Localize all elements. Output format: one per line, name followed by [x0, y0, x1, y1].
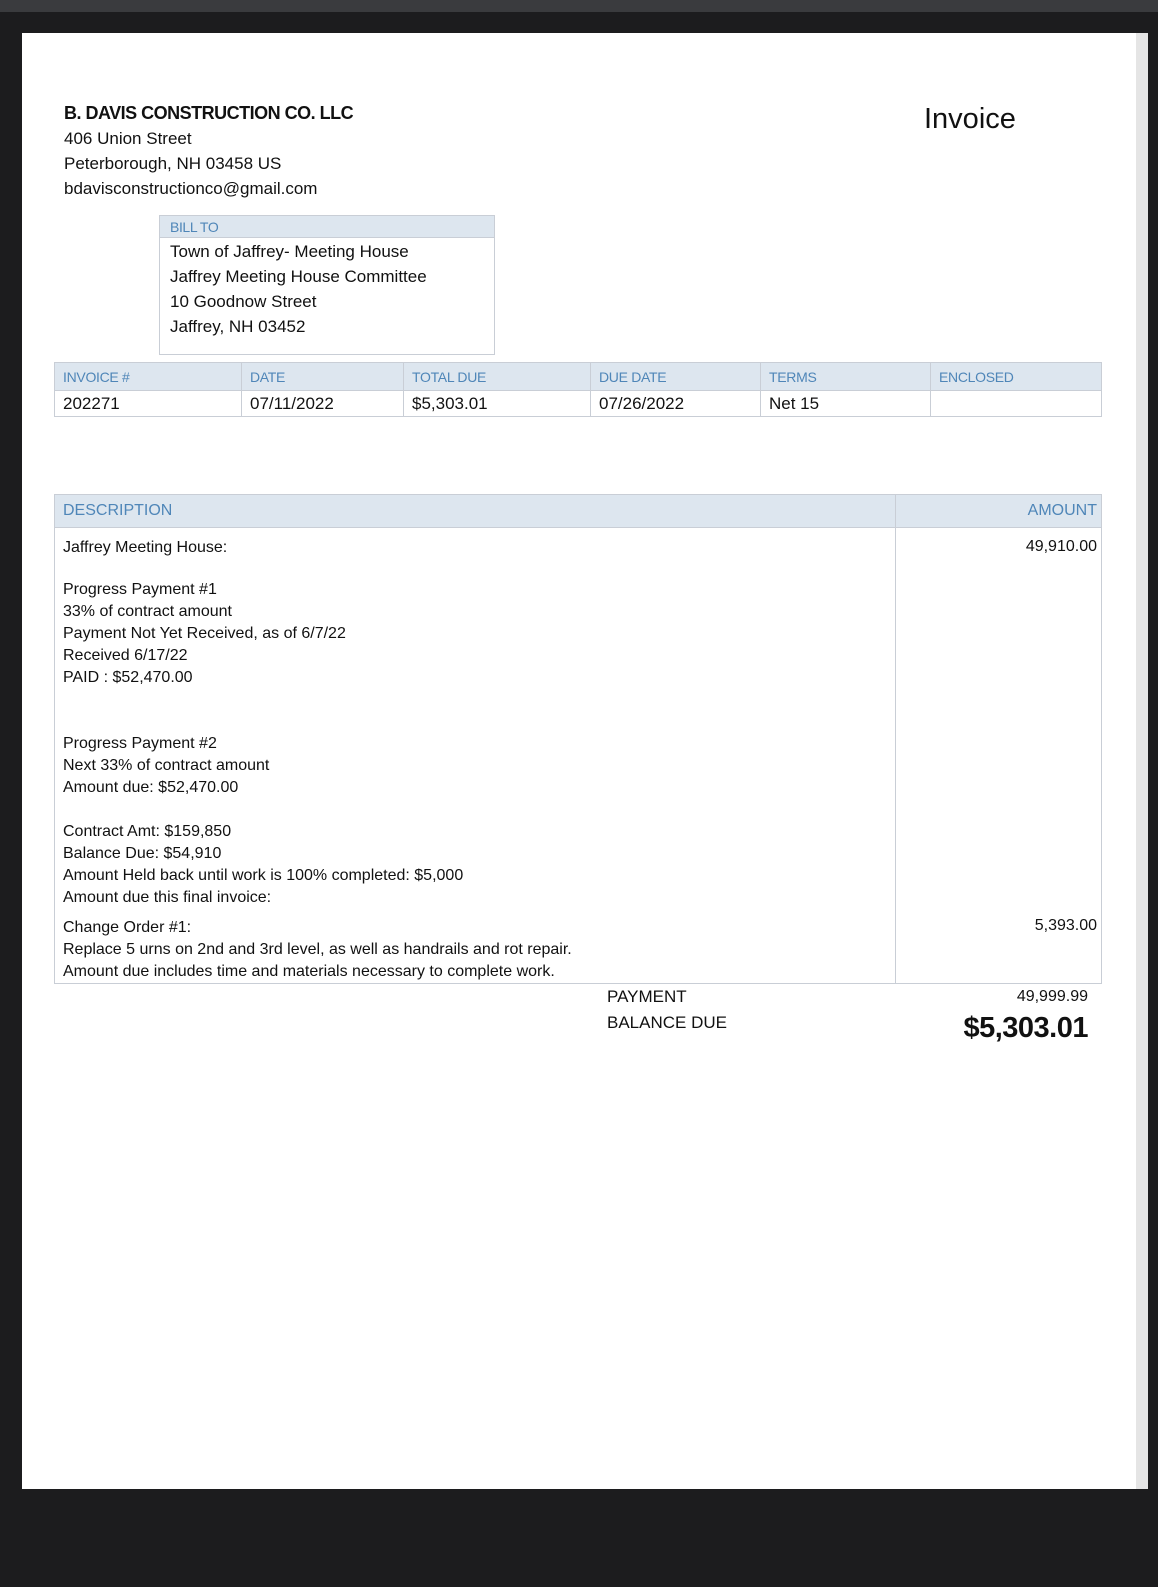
bill-to-line: Jaffrey, NH 03452 [170, 317, 306, 336]
date-header: DATE [242, 363, 404, 391]
total-due-header: TOTAL DUE [404, 363, 591, 391]
description-line: Amount due: $52,470.00 [63, 779, 239, 796]
description-line: Amount due includes time and materials necessary to complete work. [63, 963, 555, 980]
invoice-date: 07/11/2022 [242, 391, 404, 417]
invoice-page [22, 33, 1148, 1489]
company-name: B. DAVIS CONSTRUCTION CO. LLC [64, 103, 354, 123]
bill-to-line: 10 Goodnow Street [170, 292, 317, 311]
line-item-amount: 5,393.00 [896, 913, 1102, 984]
description-line: Received 6/17/22 [63, 647, 188, 664]
balance-due-label: BALANCE DUE [607, 1013, 727, 1032]
description-line: Replace 5 urns on 2nd and 3rd level, as well as handrails and rot repair. [63, 941, 572, 958]
terms: Net 15 [761, 391, 931, 417]
invoice-number-header: INVOICE # [55, 363, 242, 391]
company-email: bdavisconstructionco@gmail.com [64, 179, 318, 198]
total-due: $5,303.01 [404, 391, 591, 417]
description-line: Change Order #1: [63, 919, 192, 936]
document-title: Invoice [924, 103, 1016, 135]
bill-to-box [159, 215, 495, 355]
window-top-bar [0, 0, 1158, 12]
line-item-amount: 49,910.00 [896, 528, 1102, 914]
description-line: Payment Not Yet Received, as of 6/7/22 [63, 625, 346, 642]
description-line: Progress Payment #2 [63, 735, 217, 752]
due-date: 07/26/2022 [591, 391, 761, 417]
company-address-line-2: Peterborough, NH 03458 US [64, 154, 282, 173]
invoice-number: 202271 [55, 391, 242, 417]
description-line: Balance Due: $54,910 [63, 845, 222, 862]
line-items-table [54, 494, 1102, 984]
amount-header: AMOUNT [896, 495, 1102, 528]
description-line: 33% of contract amount [63, 603, 232, 620]
bill-to-label: BILL TO [160, 216, 494, 238]
description-line: Progress Payment #1 [63, 581, 217, 598]
description-header: DESCRIPTION [55, 495, 896, 528]
payment-label: PAYMENT [607, 987, 687, 1006]
line-item-title: Jaffrey Meeting House: [63, 539, 228, 556]
enclosed [931, 391, 1102, 417]
description-line: PAID : $52,470.00 [63, 669, 193, 686]
terms-header: TERMS [761, 363, 931, 391]
line-item-description [55, 528, 896, 914]
line-item-description [55, 913, 896, 984]
balance-due-value: $5,303.01 [963, 1012, 1088, 1044]
description-line: Next 33% of contract amount [63, 757, 270, 774]
enclosed-header: ENCLOSED [931, 363, 1102, 391]
bill-to-line: Jaffrey Meeting House Committee [170, 267, 427, 286]
payment-value: 49,999.99 [1016, 988, 1088, 1005]
description-line: Contract Amt: $159,850 [63, 823, 232, 840]
line-item-row [55, 913, 1102, 984]
company-address-line-1: 406 Union Street [64, 129, 192, 148]
description-line: Amount Held back until work is 100% completed: $5,000 [63, 867, 464, 884]
bill-to-line: Town of Jaffrey- Meeting House [170, 242, 409, 261]
due-date-header: DUE DATE [591, 363, 761, 391]
description-line: Amount due this final invoice: [63, 889, 272, 906]
line-item-row [55, 528, 1102, 914]
invoice-meta-table [54, 362, 1102, 417]
